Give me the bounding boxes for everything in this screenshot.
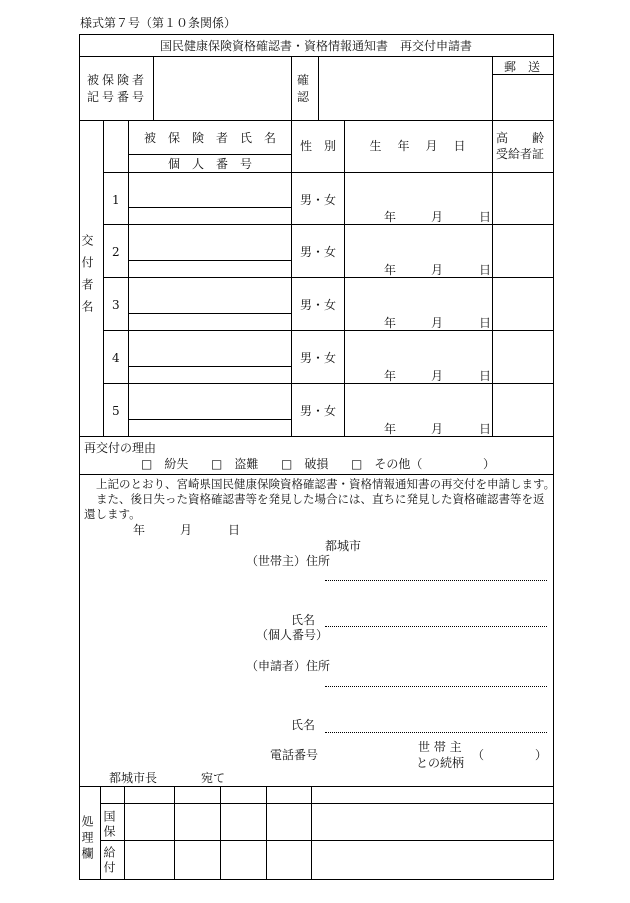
- applicant-address-label: （申請者）住所: [246, 659, 331, 673]
- row-number: 2: [112, 245, 120, 259]
- birth-month: 月: [431, 263, 444, 277]
- gender-option[interactable]: 男・女: [299, 404, 336, 418]
- declaration-line-1: 上記のとおり、宮崎県国民健康保険資格確認書・資格情報通知書の再交付を申請します。: [96, 477, 556, 491]
- reason-stolen-checkbox[interactable]: □ 盗難: [211, 457, 259, 471]
- name-field[interactable]: [129, 278, 291, 313]
- date-year: 年: [133, 523, 146, 537]
- birthdate-header: 生 年 月 日: [369, 139, 468, 153]
- relation-open: （: [472, 748, 485, 762]
- applicant-address-field[interactable]: [325, 666, 547, 686]
- confirm-label: 確: [297, 73, 310, 87]
- applicant-name-label: 氏名: [291, 718, 316, 732]
- row-number: 4: [112, 351, 120, 365]
- addressee-to: 宛て: [201, 771, 226, 785]
- phone-label: 電話番号: [270, 748, 319, 762]
- personal-number-header: 個 人 番 号: [167, 157, 252, 171]
- birth-day: 日: [479, 210, 492, 224]
- name-field[interactable]: [129, 331, 291, 366]
- name-field[interactable]: [129, 173, 291, 207]
- confirm-field[interactable]: [319, 57, 492, 120]
- mail-label: 郵 送: [503, 60, 540, 74]
- birth-day: 日: [479, 422, 492, 436]
- form-title: 国民健康保険資格確認書・資格情報通知書 再交付申請書: [159, 39, 472, 53]
- processing-table: [79, 786, 554, 880]
- birth-year: 年: [384, 316, 397, 330]
- phone-field[interactable]: [325, 744, 410, 762]
- processing-row-kyufu: 給付: [102, 846, 116, 876]
- confirm-label-2: 認: [297, 90, 310, 104]
- recipients-label: 交付者名: [80, 234, 94, 322]
- birth-month: 月: [431, 422, 444, 436]
- birth-month: 月: [431, 210, 444, 224]
- gender-option[interactable]: 男・女: [299, 298, 336, 312]
- birth-month: 月: [431, 369, 444, 383]
- declaration-line-3: 還します。: [84, 507, 141, 521]
- gender-option[interactable]: 男・女: [299, 245, 336, 259]
- date-month: 月: [180, 523, 193, 537]
- gender-option[interactable]: 男・女: [299, 193, 336, 207]
- personal-number-field[interactable]: [129, 261, 291, 277]
- city-prefix: 都城市: [325, 539, 362, 553]
- row-number: 3: [112, 298, 120, 312]
- elderly-header: 高 齢: [496, 131, 545, 145]
- gender-option[interactable]: 男・女: [299, 351, 336, 365]
- householder-name-label: 氏名: [291, 613, 316, 627]
- birth-year: 年: [384, 263, 397, 277]
- name-field[interactable]: [129, 225, 291, 260]
- applicant-name-field[interactable]: [325, 712, 547, 732]
- householder-address-field[interactable]: [325, 560, 547, 580]
- mayor-label: 都城市長: [109, 771, 158, 785]
- insured-code-label: 被保険者: [87, 73, 148, 87]
- name-field[interactable]: [129, 384, 291, 419]
- reason-other-close: ）: [483, 457, 496, 471]
- row-number: 5: [112, 404, 120, 418]
- relation-close: ）: [535, 748, 548, 762]
- processing-row-kokuho: 国保: [102, 810, 116, 840]
- elderly-header-2: 受給者証: [496, 147, 545, 161]
- insured-code-field[interactable]: [154, 57, 291, 120]
- name-header: 被 保 険 者 氏 名: [143, 131, 276, 145]
- birth-day: 日: [479, 316, 492, 330]
- birth-month: 月: [431, 316, 444, 330]
- relation-label-2: との続柄: [416, 756, 465, 770]
- declaration-line-2: また、後日失った資格確認書等を発見した場合には、直ちに発見した資格確認書等を返: [96, 492, 545, 506]
- personal-number-field[interactable]: [129, 314, 291, 330]
- processing-label: 処理欄: [80, 815, 94, 863]
- mail-field[interactable]: [493, 75, 552, 120]
- reason-damaged-checkbox[interactable]: □ 破損: [281, 457, 329, 471]
- relation-field[interactable]: [484, 745, 532, 763]
- householder-address-label: （世帯主）住所: [246, 554, 331, 568]
- personal-number-field[interactable]: [129, 367, 291, 383]
- householder-name-field[interactable]: [325, 606, 547, 626]
- relation-label: 世 帯 主: [418, 740, 462, 754]
- personal-number-field[interactable]: [129, 420, 291, 436]
- birth-day: 日: [479, 263, 492, 277]
- reason-lost-checkbox[interactable]: □ 紛失: [141, 457, 189, 471]
- row-number: 1: [112, 193, 120, 207]
- reason-label: 再交付の理由: [84, 441, 157, 455]
- date-day: 日: [228, 523, 241, 537]
- birth-day: 日: [479, 369, 492, 383]
- birth-year: 年: [384, 422, 397, 436]
- insured-code-label-2: 記号番号: [87, 90, 148, 104]
- birth-year: 年: [384, 369, 397, 383]
- reason-other-checkbox[interactable]: □ その他（: [351, 457, 423, 471]
- birth-year: 年: [384, 210, 397, 224]
- gender-header: 性 別: [299, 139, 336, 153]
- form-number: 様式第７号（第１０条関係）: [80, 16, 237, 30]
- personal-number-label: （個人番号）: [256, 628, 329, 642]
- personal-number-field[interactable]: [129, 208, 291, 224]
